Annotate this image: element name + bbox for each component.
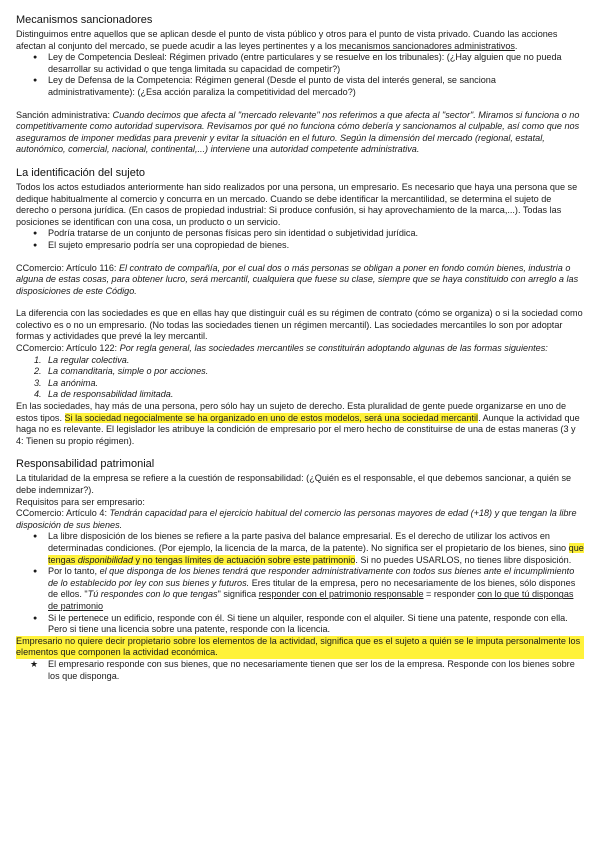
responsabilidad-list — [16, 531, 584, 635]
identificacion-intro: Todos los actos estudiados anteriormente han sido realizados por una persona, un empresario. Es necesario que haya una persona que se dedique habitualmente al comercio y concurra en un mercado. Cuando se debe identificar la mercantilidad, se determina el sujeto de derecho o persona jurídica. (En casos de propiedad industrial: Si produce confusión, si hay aprovechamiento de la marca,...). Todas las posiciones se identifican con una cosa, un producto o un servicio. — [16, 181, 578, 227]
list-item — [16, 366, 584, 378]
articulo-116 — [16, 263, 584, 298]
articulo-4 — [16, 508, 584, 531]
list-item: ● Si le pertenece un edificio, responde con él. Si tiene un alquiler, responde con el alquiler. Si tiene una patente, responde con ella. Pero si tiene una licencia sobre una patente, responde con la licencia. — [16, 613, 584, 636]
text-run: Eres titular de la empresa, pero no necesariamente de los bienes, sólo dispones de ellos. " — [48, 577, 576, 600]
text-run: disponibilidad — [77, 554, 133, 565]
text-run: . Si no puedes USARLOS, no tienes libre disposición. — [355, 554, 572, 565]
text-run: Por lo tanto, — [48, 566, 100, 577]
list-item: ● Ley de Competencia Desleal: Régimen privado (entre particulares y se resuelve en los tribunales): (¿Hay alguien que no pueda desarrollar su actividad o que tenga limitada su capacidad de competir?) — [16, 52, 584, 75]
articulo-122 — [16, 343, 584, 355]
diferencia-paragraph: La diferencia con las sociedades es que en ellas hay que distinguir cuál es su régimen de contrato (cómo se organiza) o si la sociedad como colectivo es o no un empresario. (No todas las sociedades tienen un régimen mercantil). Las sociedades mercantiles lo son por adoptar formas y actividades que prevé la ley mercantil. — [16, 308, 583, 342]
intro-text: Distinguimos entre aquellos que se aplican desde el punto de vista público y otros para el punto de vista privado. Cuando las acciones afectan al conjunto del mercado, se puede acudir a las leyes pertinentes y a los — [16, 29, 558, 51]
list-item: ● El sujeto empresario podría ser una copropiedad de bienes. — [16, 240, 584, 252]
list-item — [16, 378, 584, 390]
list-item: ● Podría tratarse de un conjunto de personas físicas pero sin identidad o subjetividad jurídica. — [16, 228, 584, 240]
sancion-label: Sanción administrativa: — [16, 109, 113, 120]
mecanismos-intro — [16, 29, 584, 52]
identificacion-list — [16, 228, 584, 251]
star-list — [16, 659, 584, 682]
text-run: y no tengas límites de actuación sobre este patrimonio — [132, 554, 356, 565]
article-label: CComercio: Artículo 4: — [16, 508, 110, 519]
sociedad-forms-list — [16, 355, 584, 401]
text-run: La libre disposición de los bienes se refiere a la parte pasiva del balance empresarial. Es el derecho de utilizar los activos en determinadas condiciones. (Por ejemplo, la licencia de la marca, de la patente). No significa ser el propietario de los bienes, sino — [48, 531, 569, 553]
article-text: Tendrán capacidad para el ejercicio habitual del comercio las personas mayores de edad (+18) y que tengan la libre disposición de sus bienes. — [16, 508, 577, 530]
text-run: el que disponga de los bienes tendrá que responder administrativamente con todos sus bienes ante el incumplimiento de lo establecido por ley con sus bienes y futuros. — [48, 566, 575, 588]
heading-responsabilidad: Responsabilidad patrimonial — [16, 458, 155, 471]
heading-identificacion: La identificación del sujeto — [16, 166, 146, 179]
article-text: El contrato de compañía, por el cual dos o más personas se obligan a poner en fondo común bienes, industria o alguna de estas cosas, para obtener lucro, será mercantil, cualquiera que fuese su clase, siempre que se haya constituido con arreglo a las disposiciones de este Código. — [16, 262, 579, 296]
text-run: Tú respondes con lo que tengas — [87, 589, 218, 600]
mecanismos-list — [16, 52, 584, 98]
list-item: ● Ley de Defensa de la Competencia: Régimen general (Desde el punto de vista del interés general, se sanciona administrativamente): (¿Esa acción paraliza la competitividad del mercado?) — [16, 75, 584, 98]
mecanismos-link[interactable]: mecanismos sancionadores administrativos — [339, 40, 515, 51]
list-item — [16, 566, 584, 612]
text-run: que tengas — [48, 542, 584, 565]
item-number: 4. — [34, 389, 42, 400]
item-text: La anónima. — [48, 377, 99, 388]
list-item — [16, 531, 584, 566]
list-item — [16, 389, 584, 401]
item-number: 3. — [34, 377, 42, 388]
underlined-text: con lo que tú dispongas de patrimonio — [48, 589, 574, 611]
list-item — [16, 355, 584, 367]
sancion-paragraph — [16, 110, 584, 156]
text-run: " significa — [217, 589, 259, 600]
item-number: 2. — [34, 366, 42, 377]
requisitos-label: Requisitos para ser empresario: — [16, 496, 145, 507]
item-number: 1. — [34, 354, 42, 365]
item-text: La comanditaria, simple o por acciones. — [48, 366, 209, 377]
highlighted-text: Si la sociedad negocialmente se ha organizado en uno de estos modelos, será una sociedad mercantil — [64, 412, 479, 423]
responsabilidad-intro: La titularidad de la empresa se refiere a la cuestión de responsabilidad: (¿Quién es el responsable, el que debemos sancionar, a quién se debe indemnizar?). — [16, 473, 572, 495]
text-run: En las sociedades, hay más de una persona, pero sólo hay un sujeto de derecho. Esta pluralidad de gente puede organizarse en uno de estos tipos. — [16, 401, 567, 423]
underlined-text: responder con el patrimonio responsable — [258, 589, 424, 600]
highlighted-paragraph: Empresario no quiere decir propietario sobre los elementos de la actividad, significa que es el sujeto a quién se le imputa personalmente los elementos que componen la actividad económica. — [16, 636, 584, 659]
list-item: ★ El empresario responde con sus bienes, que no necesariamente tienen que ser los de la empresa. Responde con los bienes sobre los que disponga. — [16, 659, 584, 682]
article-text: Por regla general, las sociedades mercantiles se constituirán adoptando algunas de las formas siguientes: — [119, 343, 548, 354]
item-text: La regular colectiva. — [48, 354, 130, 365]
heading-mecanismos: Mecanismos sancionadores — [16, 14, 153, 26]
item-text: La de responsabilidad limitada. — [48, 389, 174, 400]
text-run: = responder — [423, 589, 478, 600]
article-label: CComercio: Artículo 116: — [16, 262, 119, 273]
article-label: CComercio: Artículo 122: — [16, 343, 120, 354]
intro-end: . — [514, 40, 518, 51]
text-run: . Aunque la actividad que haga no es relevante. El legislador les atribuye la condición de empresario por el mero hecho de constituirse de una de estas maneras (3 y 4: Tienen su propio régimen). — [16, 412, 580, 446]
sancion-text: Cuando decimos que afecta al "mercado relevante" nos referimos a que afecta al "sector". Miramos si funciona o no competitivamente como autoridad supervisora. Revisamos por qué no funciona cómo debería y sancionamos al culpable, así como que nos aseguramos de imponer medidas para prevenir y evitar la situación en el futuro. Según la dimensión del mercado (regional, estatal, autonómico, comercial, nacional, continental,...) interviene una autoridad competente administrativa. — [16, 109, 580, 155]
sociedades-paragraph — [16, 401, 584, 447]
